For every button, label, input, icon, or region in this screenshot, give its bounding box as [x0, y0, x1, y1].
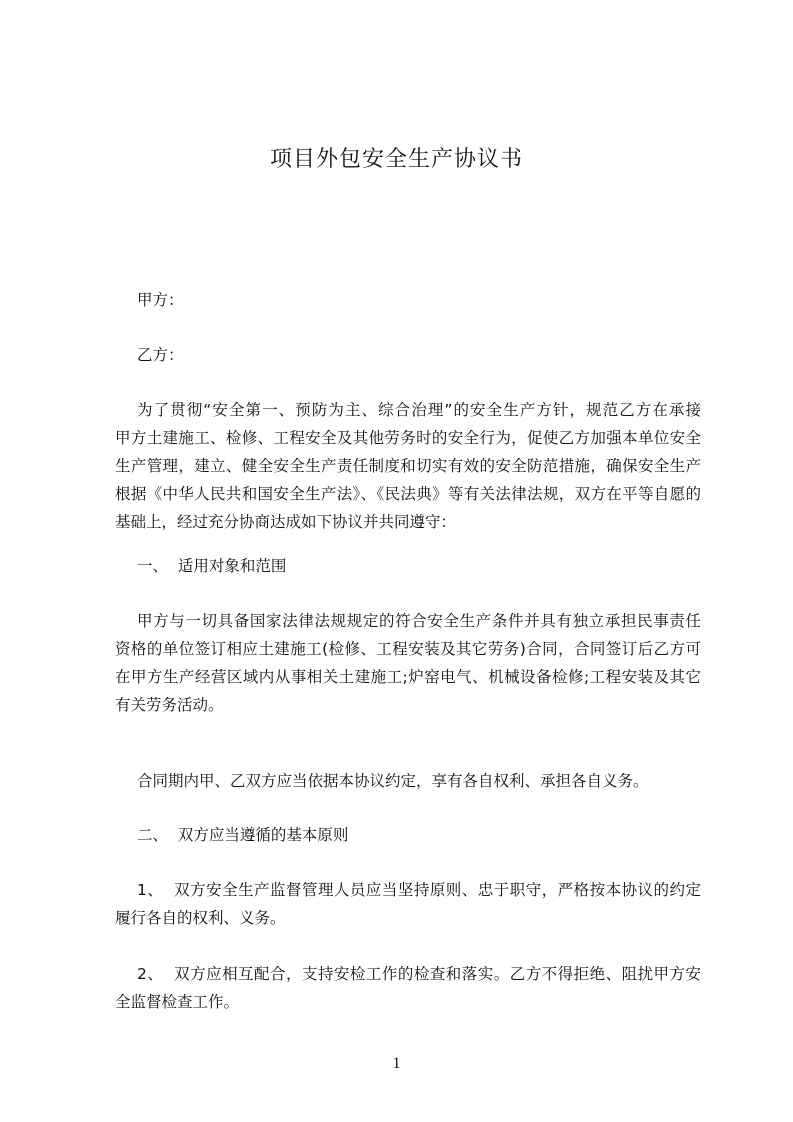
paragraph-line: 全监督检查工作。 [115, 993, 240, 1011]
paragraph-line: 生产管理，建立、健全安全生产责任制度和切实有效的安全防范措施，确保安全生产 [115, 457, 701, 475]
intro-paragraph [115, 396, 701, 536]
paragraph-line: 甲方土建施工、检修、工程安全及其他劳务时的安全行为，促使乙方加强本单位安全 [115, 429, 701, 447]
section-heading-text: 一、 适用对象和范围 [137, 557, 287, 575]
principle-item-1 [115, 876, 701, 932]
section-heading-text: 二、 双方应当遵循的基本原则 [137, 826, 349, 844]
principle-item-2 [115, 960, 701, 1016]
contract-paragraph [115, 767, 701, 795]
paragraph-line: 根据《中华人民共和国安全生产法》、《民法典》等有关法律法规，双方在平等自愿的 [115, 485, 701, 503]
paragraph-line: 为了贯彻“安全第一、预防为主、综合治理”的安全生产方针，规范乙方在承接 [137, 401, 701, 419]
party-a-text: 甲方： [137, 291, 184, 309]
party-b-text: 乙方： [137, 346, 184, 364]
paragraph-line: 在甲方生产经营区域内从事相关土建施工;炉窑电气、机械设备检修;工程安装及其它 [115, 668, 701, 686]
scope-paragraph [115, 607, 701, 719]
party-a-label [115, 286, 701, 314]
section-heading-1 [115, 552, 701, 580]
paragraph-line: 有关劳务活动。 [115, 696, 224, 714]
paragraph-line: 1、 双方安全生产监督管理人员应当坚持原则、忠于职守，严格按本协议的约定 [137, 881, 701, 899]
paragraph-line: 资格的单位签订相应土建施工(检修、工程安装及其它劳务)合同，合同签订后乙方可 [115, 640, 701, 658]
section-heading-2 [115, 821, 701, 849]
paragraph-line: 履行各自的权利、义务。 [115, 909, 286, 927]
paragraph-line: 基础上，经过充分协商达成如下协议并共同遵守： [115, 513, 457, 531]
paragraph-line: 甲方与一切具备国家法律法规规定的符合安全生产条件并具有独立承担民事责任 [137, 612, 701, 630]
paragraph-line: 合同期内甲、乙双方应当依据本协议约定，享有各自权利、承担各自义务。 [137, 772, 649, 790]
paragraph-line: 2、 双方应相互配合，支持安检工作的检查和落实。乙方不得拒绝、阻扰甲方安 [137, 965, 701, 983]
party-b-label [115, 341, 701, 369]
document-title: 项目外包安全生产协议书 [269, 147, 523, 172]
page-number: 1 [392, 1055, 401, 1072]
